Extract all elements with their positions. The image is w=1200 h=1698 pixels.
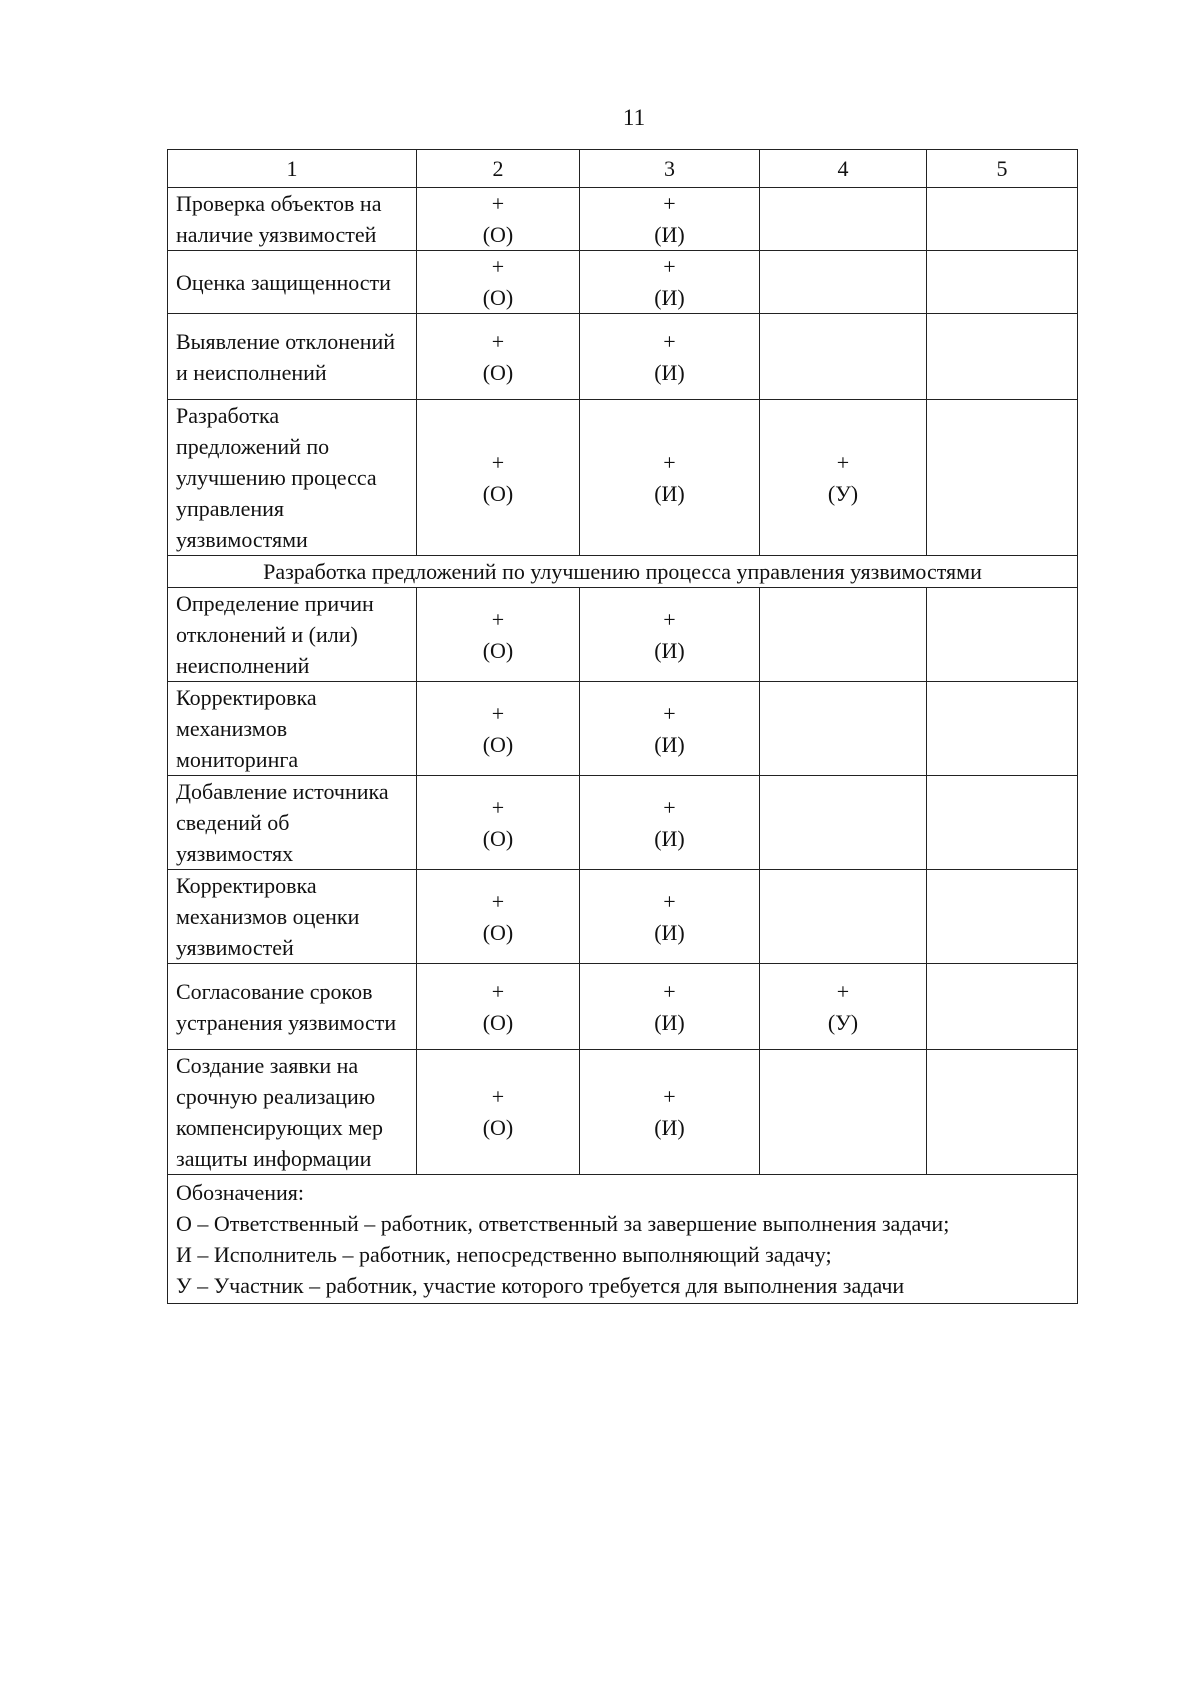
plus-mark: + bbox=[491, 794, 505, 820]
table-row bbox=[168, 870, 1078, 964]
role-cell-c3 bbox=[580, 870, 760, 964]
role-cell-c3 bbox=[580, 682, 760, 776]
plus-mark: + bbox=[491, 606, 505, 632]
empty-cell bbox=[927, 314, 1078, 400]
plus-mark: + bbox=[663, 888, 676, 914]
role-code: (О) bbox=[482, 1115, 514, 1140]
role-cell-c2 bbox=[417, 870, 580, 964]
page-number: 11 bbox=[622, 105, 646, 130]
column-header: 1 bbox=[168, 150, 417, 188]
table-row bbox=[168, 964, 1078, 1050]
role-cell-c4 bbox=[760, 964, 927, 1050]
task-cell: Корректировка механизмов оценки уязвимостей bbox=[168, 870, 417, 964]
role-code: (О) bbox=[482, 359, 514, 385]
plus-mark: + bbox=[663, 1084, 676, 1109]
task-cell: Разработка предложений по улучшению процесса управления уязвимостями bbox=[168, 400, 417, 556]
empty-cell bbox=[927, 251, 1078, 314]
empty-cell bbox=[927, 400, 1078, 556]
role-code: (О) bbox=[482, 285, 514, 310]
legend-line: О – Ответственный – работник, ответственный за завершение выполнения задачи; bbox=[176, 1211, 950, 1236]
empty-cell bbox=[927, 776, 1078, 870]
column-header: 3 bbox=[580, 150, 760, 188]
role-cell-c4 bbox=[760, 400, 927, 556]
task-cell: Создание заявки на срочную реализацию компенсирующих мер защиты информации bbox=[168, 1050, 417, 1175]
role-code: (О) bbox=[482, 637, 514, 663]
legend-row bbox=[168, 1175, 1078, 1304]
role-cell-c3 bbox=[580, 776, 760, 870]
role-cell-c3 bbox=[580, 251, 760, 314]
column-header: 2 bbox=[417, 150, 580, 188]
task-cell: Согласование сроков устранения уязвимости bbox=[168, 964, 417, 1050]
plus-mark: + bbox=[663, 328, 676, 354]
role-code: (И) bbox=[654, 731, 685, 757]
legend-title: Обозначения: bbox=[176, 1180, 305, 1205]
role-code: (И) bbox=[654, 637, 685, 663]
plus-mark: + bbox=[491, 328, 505, 354]
role-cell-c3 bbox=[580, 1050, 760, 1175]
task-cell: Корректировка механизмов мониторинга bbox=[168, 682, 417, 776]
role-cell-c2 bbox=[417, 314, 580, 400]
role-code: (О) bbox=[482, 222, 514, 247]
role-cell-c4 bbox=[760, 314, 927, 400]
empty-cell bbox=[927, 682, 1078, 776]
table-row bbox=[168, 776, 1078, 870]
plus-mark: + bbox=[491, 700, 505, 726]
plus-mark: + bbox=[663, 254, 676, 279]
role-cell-c4 bbox=[760, 188, 927, 251]
role-cell-c4 bbox=[760, 251, 927, 314]
table-row bbox=[168, 314, 1078, 400]
plus-mark: + bbox=[663, 700, 676, 726]
table-body-bottom bbox=[168, 588, 1078, 1175]
role-code: (И) bbox=[654, 359, 685, 385]
role-code: (О) bbox=[482, 731, 514, 757]
plus-mark: + bbox=[663, 606, 676, 632]
empty-cell bbox=[927, 964, 1078, 1050]
plus-mark: + bbox=[836, 978, 850, 1004]
role-cell-c4 bbox=[760, 1050, 927, 1175]
table-row bbox=[168, 588, 1078, 682]
role-cell-c2 bbox=[417, 251, 580, 314]
plus-mark: + bbox=[663, 191, 676, 216]
role-cell-c2 bbox=[417, 964, 580, 1050]
legend-line: У – Участник – работник, участие которого требуется для выполнения задачи bbox=[176, 1273, 905, 1298]
role-code: (О) bbox=[482, 825, 514, 851]
empty-cell bbox=[927, 1050, 1078, 1175]
role-cell-c2 bbox=[417, 776, 580, 870]
plus-mark: + bbox=[491, 1084, 505, 1109]
role-code: (И) bbox=[654, 1009, 685, 1035]
section-title: Разработка предложений по улучшению процесса управления уязвимостями bbox=[168, 556, 1078, 588]
table-row bbox=[168, 251, 1078, 314]
role-code: (И) bbox=[654, 285, 685, 310]
role-code: (И) bbox=[654, 825, 685, 851]
task-cell: Определение причин отклонений и (или) неисполнений bbox=[168, 588, 417, 682]
plus-mark: + bbox=[491, 449, 505, 475]
role-code: (И) bbox=[654, 919, 685, 945]
role-code: (О) bbox=[482, 919, 514, 945]
role-cell-c3 bbox=[580, 964, 760, 1050]
legend bbox=[168, 1175, 1078, 1304]
task-cell: Добавление источника сведений об уязвимостях bbox=[168, 776, 417, 870]
role-cell-c3 bbox=[580, 314, 760, 400]
role-cell-c4 bbox=[760, 682, 927, 776]
header-row bbox=[168, 150, 1078, 188]
task-cell: Оценка защищенности bbox=[168, 251, 417, 314]
plus-mark: + bbox=[491, 191, 505, 216]
plus-mark: + bbox=[836, 449, 850, 475]
legend-line: И – Исполнитель – работник, непосредственно выполняющий задачу; bbox=[176, 1242, 832, 1267]
responsibility-table bbox=[167, 149, 1078, 1304]
plus-mark: + bbox=[491, 978, 505, 1004]
role-cell-c4 bbox=[760, 588, 927, 682]
role-cell-c2 bbox=[417, 1050, 580, 1175]
table-row bbox=[168, 1050, 1078, 1175]
role-cell-c3 bbox=[580, 588, 760, 682]
section-row bbox=[168, 556, 1078, 588]
role-code: (У) bbox=[827, 1009, 859, 1035]
plus-mark: + bbox=[491, 888, 505, 914]
plus-mark: + bbox=[663, 794, 676, 820]
task-cell: Проверка объектов на наличие уязвимостей bbox=[168, 188, 417, 251]
role-cell-c2 bbox=[417, 400, 580, 556]
role-cell-c4 bbox=[760, 776, 927, 870]
column-header: 4 bbox=[760, 150, 927, 188]
role-code: (И) bbox=[654, 222, 685, 247]
table-row bbox=[168, 188, 1078, 251]
role-code: (И) bbox=[654, 1115, 685, 1140]
task-cell: Выявление отклонений и неисполнений bbox=[168, 314, 417, 400]
role-code: (О) bbox=[482, 480, 514, 506]
plus-mark: + bbox=[663, 449, 676, 475]
role-cell-c4 bbox=[760, 870, 927, 964]
empty-cell bbox=[927, 588, 1078, 682]
table-row bbox=[168, 400, 1078, 556]
empty-cell bbox=[927, 188, 1078, 251]
plus-mark: + bbox=[491, 254, 505, 279]
role-cell-c2 bbox=[417, 682, 580, 776]
table-body-top bbox=[168, 188, 1078, 556]
role-code: (О) bbox=[482, 1009, 514, 1035]
empty-cell bbox=[927, 870, 1078, 964]
role-cell-c3 bbox=[580, 400, 760, 556]
plus-mark: + bbox=[663, 978, 676, 1004]
role-cell-c3 bbox=[580, 188, 760, 251]
table-row bbox=[168, 682, 1078, 776]
role-code: (У) bbox=[827, 480, 859, 506]
role-code: (И) bbox=[654, 480, 685, 506]
role-cell-c2 bbox=[417, 588, 580, 682]
column-header: 5 bbox=[927, 150, 1078, 188]
role-cell-c2 bbox=[417, 188, 580, 251]
